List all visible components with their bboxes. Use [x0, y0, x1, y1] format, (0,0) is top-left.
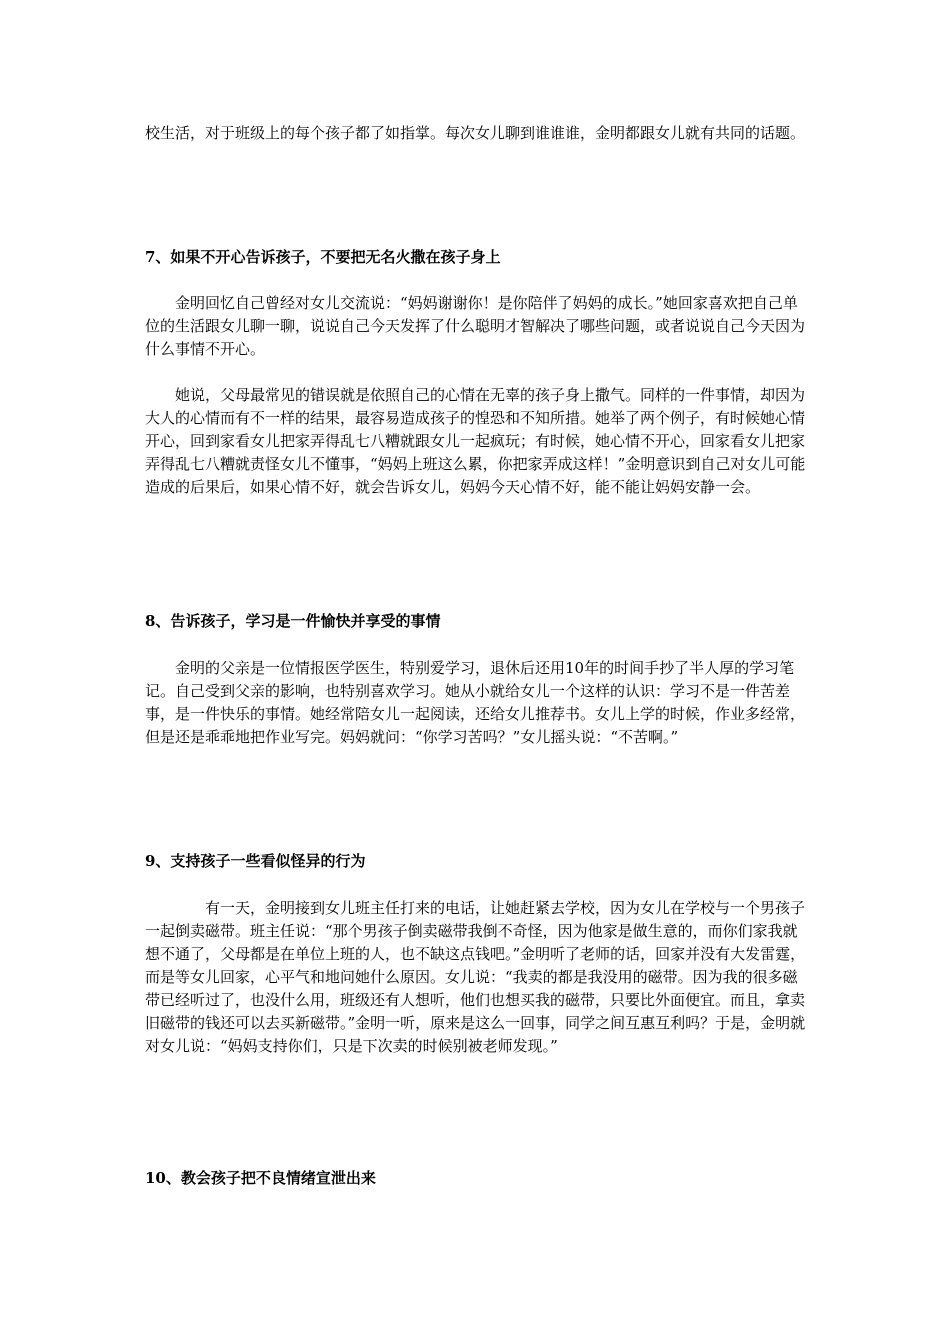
- section-heading-10: 10、教会孩子把不良情绪宣泄出来: [145, 1169, 376, 1187]
- section-heading-9: 9、支持孩子一些看似怪异的行为: [145, 852, 366, 870]
- paragraph-school-life: 校生活，对于班级上的每个孩子都了如指掌。每次女儿聊到谁谁谁，金明都跟女儿就有共同的话题。: [145, 124, 806, 142]
- paragraph-selling-tapes: 有一天，金明接到女儿班主任打来的电话，让她赶紧去学校，因为女儿在学校与一个男孩子一起倒卖磁带。班主任说：“那个男孩子倒卖磁带我倒不奇怪，因为他家是做生意的，而你们家我就想不通了，父母都是在单位上班的人，也不缺这点钱吧。”金明听了老师的话，回家并没有大发雷霆，而是等女儿回家，心平气和地问她什么原因。女儿说：“我卖的都是我没用的磁带。因为我的很多磁带已经听过了，也没什么用，班级还有人想听，他们也想买我的磁带，只要比外面便宜。而且，拿卖旧磁带的钱还可以去买新磁带。”金明一听，原来是这么一回事，同学之间互惠互利吗？于是，金明就对女儿说：“妈妈支持你们，只是下次卖的时候别被老师发现。”: [145, 899, 806, 1055]
- section-heading-8: 8、告诉孩子，学习是一件愉快并享受的事情: [145, 612, 441, 630]
- paragraph-thank-daughter: 金明回忆自己曾经对女儿交流说：“妈妈谢谢你！是你陪伴了妈妈的成长。”她回家喜欢把自己单位的生活跟女儿聊一聊，说说自己今天发挥了什么聪明才智解决了哪些问题，或者说说自己今天因为什么事情不开心。: [145, 294, 806, 358]
- paragraph-parent-mood: 她说，父母最常见的错误就是依照自己的心情在无辜的孩子身上撒气。同样的一件事情，却因为大人的心情而有不一样的结果，最容易造成孩子的惶恐和不知所措。她举了两个例子，有时候她心情开心，回到家看女儿把家弄得乱七八糟就跟女儿一起疯玩；有时候，她心情不开心，回家看女儿把家弄得乱七八糟就责怪女儿不懂事，“妈妈上班这么累，你把家弄成这样！”金明意识到自己对女儿可能造成的后果后，如果心情不好，就会告诉女儿，妈妈今天心情不好，能不能让妈妈安静一会。: [145, 386, 806, 496]
- section-heading-7: 7、如果不开心告诉孩子，不要把无名火撒在孩子身上: [145, 248, 501, 266]
- paragraph-learning-joy: 金明的父亲是一位情报医学医生，特别爱学习，退休后还用10年的时间手抄了半人厚的学习笔记。自己受到父亲的影响，也特别喜欢学习。她从小就给女儿一个这样的认识：学习不是一件苦差事，是一件快乐的事情。她经常陪女儿一起阅读，还给女儿推荐书。女儿上学的时候，作业多经常，但是还是乖乖地把作业写完。妈妈就问：“你学习苦吗？”女儿摇头说：“不苦啊。”: [145, 659, 806, 746]
